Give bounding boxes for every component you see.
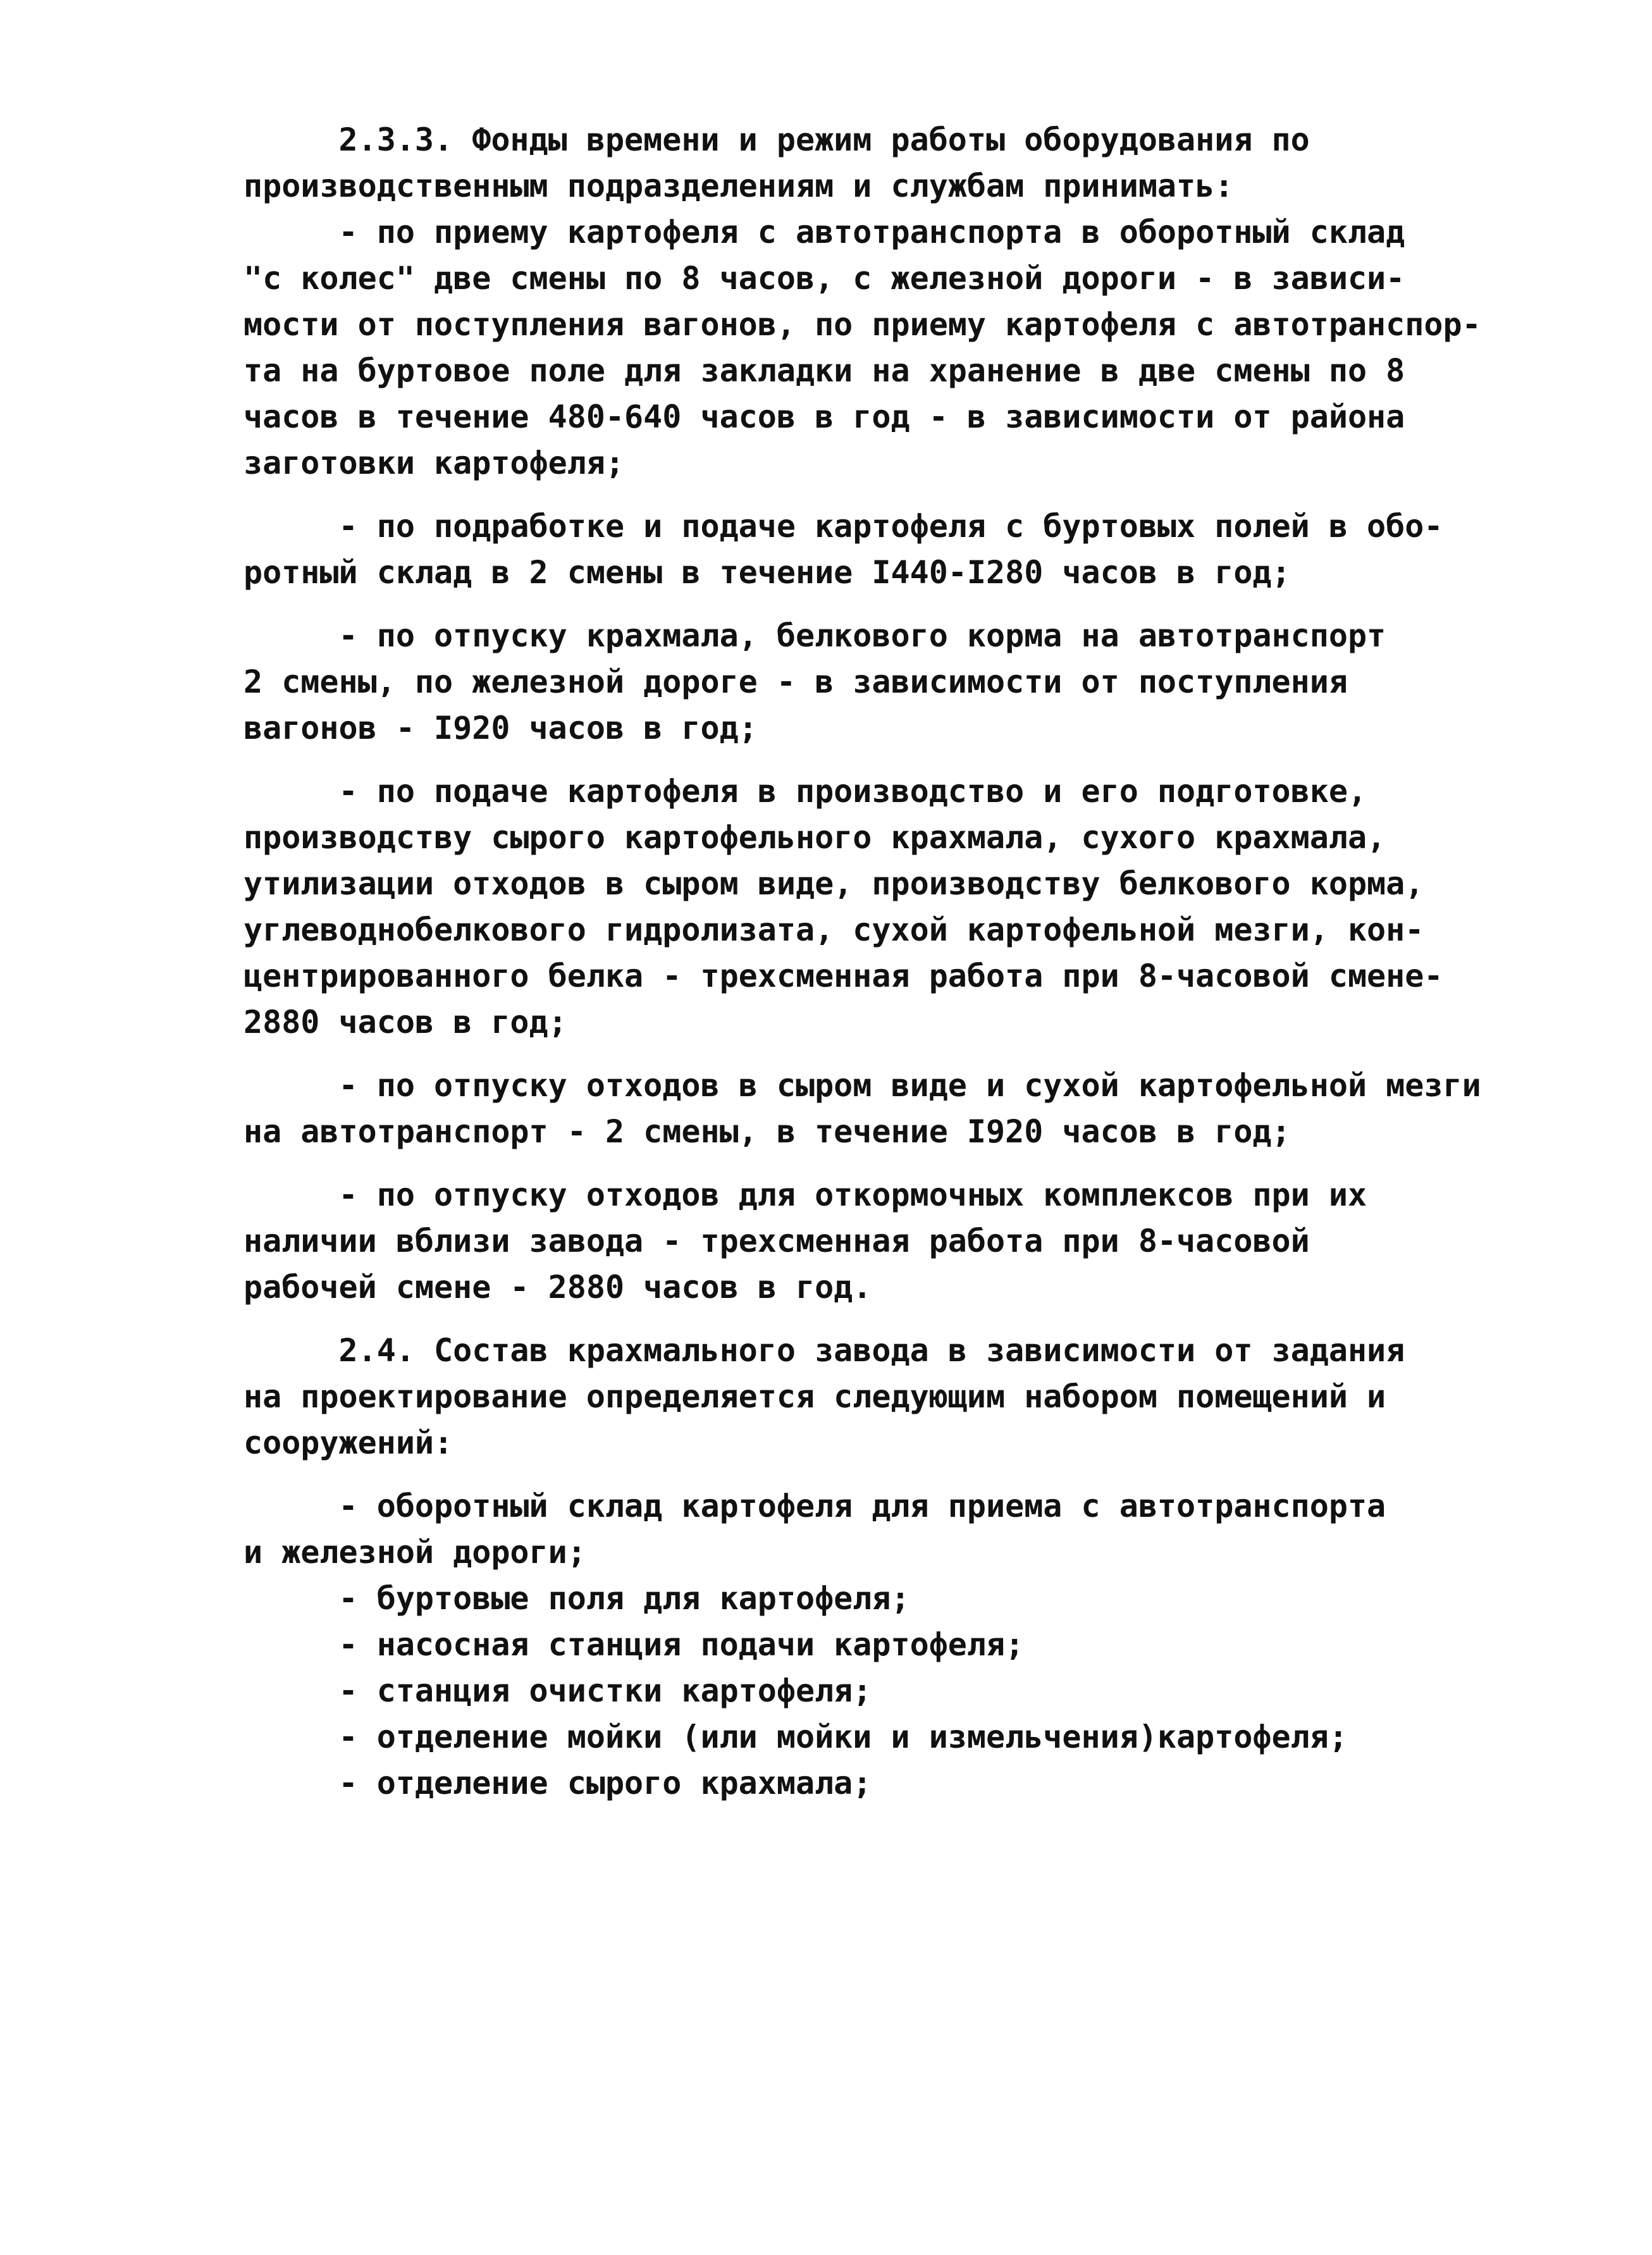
text-line: производственным подразделениям и службам принимать: xyxy=(243,168,1234,204)
text-line: - отделение мойки (или мойки и измельчения)картофеля; xyxy=(243,1719,1348,1755)
text-line: рабочей смене - 2880 часов в год. xyxy=(243,1269,872,1306)
text-line: мости от поступления вагонов, по приему картофеля с автотранспор- xyxy=(243,306,1481,343)
text-line: - по отпуску крахмала, белкового корма на автотранспорт xyxy=(243,617,1386,654)
text-line: углеводнобелкового гидролизата, сухой картофельной мезги, кон- xyxy=(243,911,1424,948)
text-line: - по подработке и подаче картофеля с буртовых полей в обо- xyxy=(243,508,1443,545)
text-line: 2.4. Состав крахмального завода в зависимости от задания xyxy=(243,1332,1405,1369)
text-line: - буртовые поля для картофеля; xyxy=(243,1580,910,1617)
text-line: ротный склад в 2 смены в течение I440-I280 часов в год; xyxy=(243,554,1291,591)
text-line: - по отпуску отходов в сыром виде и сухой картофельной мезги xyxy=(243,1067,1481,1104)
text-line: производству сырого картофельного крахмала, сухого крахмала, xyxy=(243,819,1386,856)
text-line: - по приему картофеля с автотранспорта в оборотный склад xyxy=(243,214,1405,250)
text-line: сооружений: xyxy=(243,1424,453,1461)
text-line: "с колес" две смены по 8 часов, с железной дороги - в зависи- xyxy=(243,260,1405,297)
text-line: - по отпуску отходов для откормочных комплексов при их xyxy=(243,1177,1367,1213)
text-line: на автотранспорт - 2 смены, в течение I920 часов в год; xyxy=(243,1113,1291,1150)
document-body xyxy=(243,117,1521,1807)
text-line: утилизации отходов в сыром виде, производству белкового корма, xyxy=(243,865,1424,902)
text-line: вагонов - I920 часов в год; xyxy=(243,710,758,746)
text-line: наличии вблизи завода - трехсменная работа при 8-часовой xyxy=(243,1223,1310,1259)
text-line: часов в течение 480-640 часов в год - в зависимости от района xyxy=(243,398,1405,435)
text-line: - насосная станция подачи картофеля; xyxy=(243,1626,1025,1663)
text-line: та на буртовое поле для закладки на хранение в две смены по 8 xyxy=(243,352,1405,389)
text-line: 2 смены, по железной дороге - в зависимости от поступления xyxy=(243,664,1348,700)
text-line: 2.3.3. Фонды времени и режим работы оборудования по xyxy=(243,121,1310,158)
text-line: 2880 часов в год; xyxy=(243,1004,567,1041)
text-line: и железной дороги; xyxy=(243,1534,586,1571)
text-line: центрированного белка - трехсменная работа при 8-часовой смене- xyxy=(243,958,1443,994)
text-line: на проектирование определяется следующим набором помещений и xyxy=(243,1378,1386,1415)
text-line: - отделение сырого крахмала; xyxy=(243,1765,872,1801)
text-line: - станция очистки картофеля; xyxy=(243,1672,872,1709)
text-line: - по подаче картофеля в производство и его подготовке, xyxy=(243,773,1367,810)
text-line: - оборотный склад картофеля для приема с автотранспорта xyxy=(243,1488,1386,1524)
text-line: заготовки картофеля; xyxy=(243,445,625,481)
